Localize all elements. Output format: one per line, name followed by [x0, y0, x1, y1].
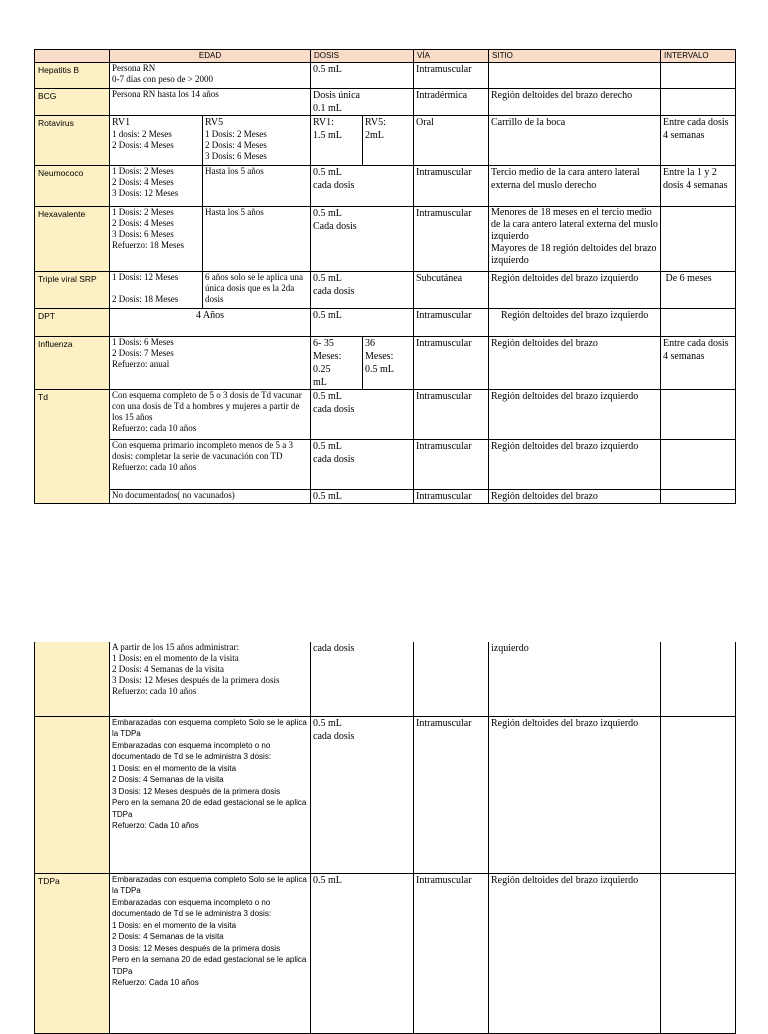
intervalo-cell: [661, 642, 736, 716]
dose-1: 1 Dosis: 12 Meses: [112, 272, 179, 282]
header-via: VÍA: [414, 50, 489, 63]
vaccine-name: Influenza: [35, 337, 110, 390]
dosis-cell: Dosis única 0.1 mL: [311, 89, 414, 116]
edad-cell: Persona RN hasta los 14 años: [110, 89, 311, 116]
intervalo-cell: De 6 meses: [661, 272, 736, 309]
edad-cell: Persona RN 0-7 días con peso de > 2000: [110, 63, 311, 89]
row-dpt: [35, 309, 736, 337]
row-hexavalente: [35, 207, 736, 272]
edad-cell: [110, 272, 203, 309]
dosis-cell: 0.5 mL cada dosis: [311, 716, 414, 873]
dosis-cell: 0.5 mL Cada dosis: [311, 207, 414, 272]
row-td-1: [35, 390, 736, 440]
via-cell: Intramuscular: [414, 873, 489, 1033]
edad-cell: 1 Dosis: 2 Meses 2 Dosis: 4 Meses 3 Dosis: 12 Meses: [110, 166, 203, 207]
via-cell: Intramuscular: [414, 490, 489, 504]
row-embarazadas: [35, 716, 736, 873]
intervalo-cell: Entre la 1 y 2 dosis 4 semanas: [661, 166, 736, 207]
vaccine-name: Hexavalente: [35, 207, 110, 272]
row-neumococo: [35, 166, 736, 207]
row-td-3: [35, 490, 736, 504]
header-intervalo: INTERVALO: [661, 50, 736, 63]
dosis-cell: 0.5 mL cada dosis: [311, 166, 414, 207]
edad-cell: 4 Años: [110, 309, 311, 337]
header-edad: EDAD: [110, 50, 311, 63]
dosis-b-cell: 36 Meses: 0.5 mL: [363, 337, 414, 390]
sitio-cell: [489, 63, 661, 89]
dosis-cell: 0.5 mL cada dosis: [311, 440, 414, 490]
vaccine-name: BCG: [35, 89, 110, 116]
intervalo-cell: [661, 440, 736, 490]
via-cell: Intramuscular: [414, 207, 489, 272]
via-cell: Subcutánea: [414, 272, 489, 309]
vaccine-table-page1: [34, 49, 736, 504]
edad-cell: A partir de los 15 años administrar: 1 Dosis: en el momento de la visita 2 Dosis: 4 Semanas de la visita 3 Dosis: 12 Meses después de la primera dosis Refuerzo: cada 10 años: [110, 642, 311, 716]
sitio-cell: Región deltoides del brazo: [489, 490, 661, 504]
intervalo-cell: Entre cada dosis 4 semanas: [661, 116, 736, 166]
edad-limit-cell: Hasta los 5 años: [203, 207, 311, 272]
via-cell: Intramuscular: [414, 309, 489, 337]
sitio-cell: Región deltoides del brazo izquierdo: [489, 873, 661, 1033]
sitio-cell: Región deltoides del brazo izquierdo: [489, 716, 661, 873]
edad-cell: Embarazadas con esquema completo Solo se le aplica la TDPa Embarazadas con esquema incompleto o no documentado de Td se le administra 3 dosis: 1 Dosis: en el momento de la visita 2 Dosis: 4 Semanas de la visita 3 Dosis: 12 Meses después de la primera dosis Pero en la semana 20 de edad gestacional se le aplica TDPa Refuerzo: Cada 10 años: [110, 873, 311, 1033]
vaccine-name: Triple viral SRP: [35, 272, 110, 309]
vaccine-name: [35, 716, 110, 873]
sitio-cell: Carrillo de la boca: [489, 116, 661, 166]
intervalo-cell: [661, 716, 736, 873]
edad-cell: 1 Dosis: 6 Meses 2 Dosis: 7 Meses Refuerzo: anual: [110, 337, 311, 390]
dosis-cell: cada dosis: [311, 642, 414, 716]
row-triple-viral: [35, 272, 736, 309]
edad-cell: Con esquema completo de 5 o 3 dosis de Td vacunar con una dosis de Td a hombres y mujeres a partir de los 15 años Refuerzo: cada 10 años: [110, 390, 311, 440]
edad-rv1-cell: [110, 116, 203, 166]
vaccine-name: Td: [35, 390, 110, 504]
intervalo-cell: [661, 309, 736, 337]
table-header-row: [35, 50, 736, 63]
row-rotavirus: [35, 116, 736, 166]
via-cell: [414, 642, 489, 716]
sitio-cell: Región deltoides del brazo izquierdo: [489, 390, 661, 440]
via-cell: Intramuscular: [414, 166, 489, 207]
sitio-cell: Región deltoides del brazo derecho: [489, 89, 661, 116]
dosis-rv5-cell: RV5: 2mL: [363, 116, 414, 166]
via-cell: Intradérmica: [414, 89, 489, 116]
sitio-cell: Región deltoides del brazo izquierdo: [489, 272, 661, 309]
header-sitio: SITIO: [489, 50, 661, 63]
header-vacuna: [35, 50, 110, 63]
dosis-cell: 0.5 mL: [311, 873, 414, 1033]
dosis-cell: 0.5 mL cada dosis: [311, 272, 414, 309]
intervalo-cell: Entre cada dosis 4 semanas: [661, 337, 736, 390]
vaccine-name: [35, 642, 110, 716]
via-cell: Intramuscular: [414, 440, 489, 490]
vaccine-name: TDPa: [35, 873, 110, 1033]
sitio-cell: Menores de 18 meses en el tercio medio de la cara antero lateral externa del muslo izquierdo Mayores de 18 región deltoides del brazo izquierdo: [489, 207, 661, 272]
rv5-title: RV5: [205, 117, 224, 128]
sitio-cell: izquierdo: [489, 642, 661, 716]
via-cell: Intramuscular: [414, 63, 489, 89]
dosis-cell: 0.5 mL: [311, 63, 414, 89]
via-cell: Intramuscular: [414, 716, 489, 873]
edad-cell: Con esquema primario incompleto menos de 5 a 3 dosis: completar la serie de vacunación con TD Refuerzo: cada 10 años: [110, 440, 311, 490]
via-cell: Intramuscular: [414, 390, 489, 440]
dosis-cell: 0.5 mL: [311, 490, 414, 504]
edad-cell: Embarazadas con esquema completo Solo se le aplica la TDPa Embarazadas con esquema incompleto o no documentado de Td se le administra 3 dosis: 1 Dosis: en el momento de la visita 2 Dosis: 4 Semanas de la visita 3 Dosis: 12 Meses después de la primera dosis Pero en la semana 20 de edad gestacional se le aplica TDPa Refuerzo: Cada 10 años: [110, 716, 311, 873]
vaccine-name: Rotavirus: [35, 116, 110, 166]
sitio-cell: Región deltoides del brazo izquierdo: [489, 440, 661, 490]
edad-cell: No documentados( no vacunados): [110, 490, 311, 504]
row-td-continuation: [35, 642, 736, 716]
intervalo-cell: [661, 490, 736, 504]
vaccine-name: Neumococo: [35, 166, 110, 207]
dosis-rv1-cell: RV1: 1.5 mL: [311, 116, 363, 166]
via-cell: Intramuscular: [414, 337, 489, 390]
rv1-title: RV1: [112, 117, 131, 128]
via-cell: Oral: [414, 116, 489, 166]
intervalo-cell: [661, 63, 736, 89]
rv1-doses: 1 dosis: 2 Meses 2 Dosis: 4 Meses: [112, 129, 174, 150]
dose-2: 2 Dosis: 18 Meses: [112, 294, 179, 304]
intervalo-cell: [661, 207, 736, 272]
row-tdpa: [35, 873, 736, 1033]
vaccine-table-page2: [34, 642, 736, 1034]
intervalo-cell: [661, 390, 736, 440]
edad-cell: 1 Dosis: 2 Meses 2 Dosis: 4 Meses 3 Dosis: 6 Meses Refuerzo: 18 Meses: [110, 207, 203, 272]
intervalo-cell: [661, 89, 736, 116]
dosis-cell: 0.5 mL cada dosis: [311, 390, 414, 440]
intervalo-cell: [661, 873, 736, 1033]
row-td-2: [35, 440, 736, 490]
sitio-cell: Tercio medio de la cara antero lateral externa del muslo derecho: [489, 166, 661, 207]
rv5-doses: 1 Dosis: 2 Meses 2 Dosis: 4 Meses 3 Dosis: 6 Meses: [205, 129, 267, 161]
vaccine-name: Hepatitis B: [35, 63, 110, 89]
sitio-cell: Región deltoides del brazo izquierdo: [489, 309, 661, 337]
dosis-a-cell: 6- 35 Meses: 0.25 mL: [311, 337, 363, 390]
header-dosis: DOSIS: [311, 50, 414, 63]
edad-note-cell: 6 años solo se le aplica una única dosis que es la 2da dosis: [203, 272, 311, 309]
dosis-cell: 0.5 mL: [311, 309, 414, 337]
row-hepatitis-b: [35, 63, 736, 89]
row-influenza: [35, 337, 736, 390]
edad-rv5-cell: [203, 116, 311, 166]
vaccine-name: DPT: [35, 309, 110, 337]
row-bcg: [35, 89, 736, 116]
edad-limit-cell: Hasta los 5 años: [203, 166, 311, 207]
sitio-cell: Región deltoides del brazo: [489, 337, 661, 390]
